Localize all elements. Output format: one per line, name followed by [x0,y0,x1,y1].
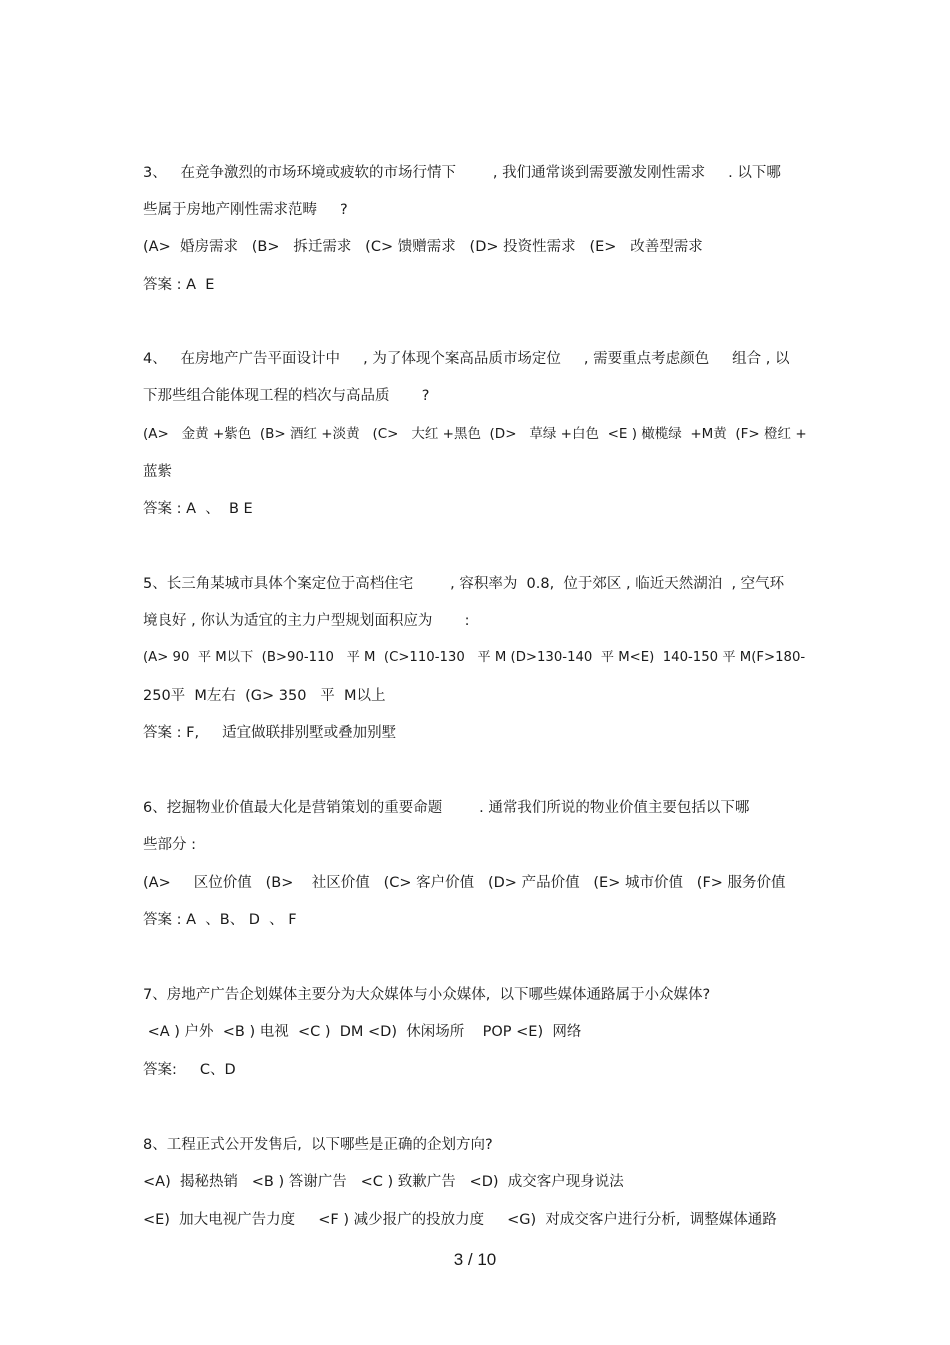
q4-line-4: 蓝紫 [143,464,172,480]
q7-options: <A ) 户外 <B ) 电视 <C ) DM <D) 休闲场所 POP <E) 网络 [143,1024,582,1040]
q7-answer: 答案: C、D [143,1062,236,1078]
q8-line-3: <E) 加大电视广告力度 <F ) 减少报广的投放力度 <G) 对成交客户进行分析, 调整媒体通路 [143,1212,777,1228]
q5-line-4: 250平 M左右 (G> 350 平 M以上 [143,688,386,704]
q8-line-2: <A) 揭秘热销 <B ) 答谢广告 <C ) 致歉广告 <D) 成交客户现身说法 [143,1174,624,1190]
q3-answer: 答案 : A E [143,277,215,293]
q6-line-1: 6、挖掘物业价值最大化是营销策划的重要命题 . 通常我们所说的物业价值主要包括以下哪 [143,800,750,816]
q3-line-2: 些属于房地产刚性需求范畴 ? [143,202,348,218]
q5-line-1: 5、长三角某城市具体个案定位于高档住宅 , 容积率为 0.8, 位于郊区 , 临近天然湖泊 , 空气环 [143,576,785,592]
q8-line-1: 8、工程正式公开发售后, 以下哪些是正确的企划方向? [143,1137,493,1153]
q6-line-2: 些部分 : [143,837,196,853]
q6-answer: 答案 : A 、B、 D 、 F [143,912,297,928]
page-number: 3 / 10 [453,1250,497,1269]
q5-line-2: 境良好 , 你认为适宜的主力户型规划面积应为 : [143,613,470,629]
q5-line-3: (A> 90 平 M以下 (B>90-110 平 M (C>110-130 平 M (D>130-140 平 M<E) 140-150 平 M(F>180- [143,650,806,665]
q7-line-1: 7、房地产广告企划媒体主要分为大众媒体与小众媒体, 以下哪些媒体通路属于小众媒体? [143,987,711,1003]
q3-options: (A> 婚房需求 (B> 拆迁需求 (C> 馈赠需求 (D> 投资性需求 (E> 改善型需求 [143,239,703,255]
q4-answer: 答案 : A 、 B E [143,501,253,517]
q4-line-2: 下那些组合能体现工程的档次与高品质 ? [143,388,430,404]
q3-line-1: 3、 在竞争激烈的市场环境或疲软的市场行情下 , 我们通常谈到需要激发刚性需求 . 以下哪 [143,165,781,181]
q6-options: (A> 区位价值 (B> 社区价值 (C> 客户价值 (D> 产品价值 (E> 城市价值 (F> 服务价值 [143,875,786,891]
q4-line-3: (A> 金黄 +紫色 (B> 酒红 +淡黄 (C> 大红 +黑色 (D> 草绿 +白色 <E ) 橄榄绿 +M黄 (F> 橙红 + [143,426,807,442]
q5-answer: 答案 : F, 适宜做联排别墅或叠加别墅 [143,725,397,741]
q4-line-1: 4、 在房地产广告平面设计中 , 为了体现个案高品质市场定位 , 需要重点考虑颜色 组合 , 以 [143,351,790,367]
